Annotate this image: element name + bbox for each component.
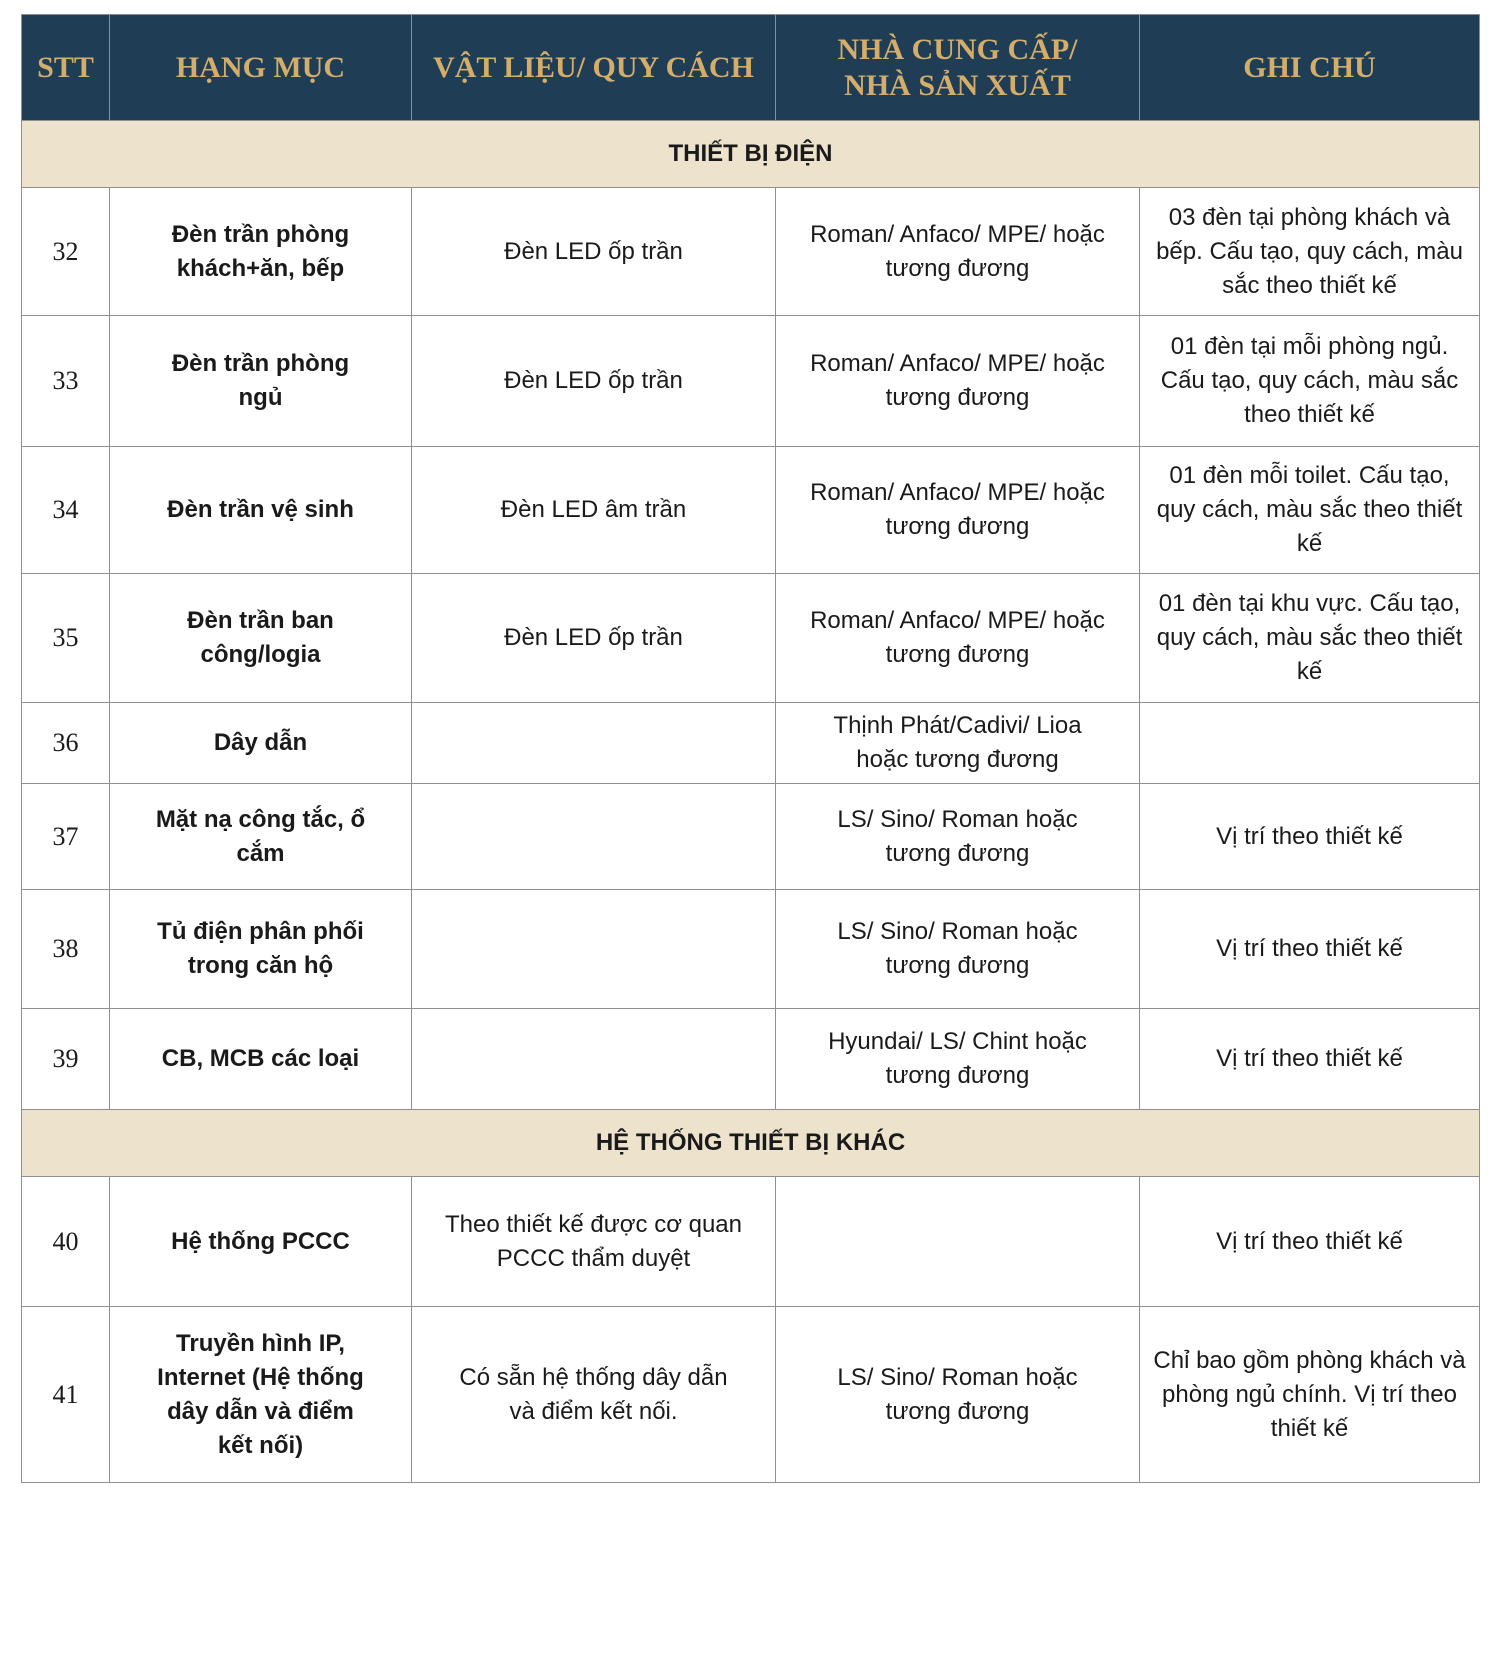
row-note: 03 đèn tại phòng khách và bếp. Cấu tạo, quy cách, màu sắc theo thiết kế — [1156, 203, 1463, 299]
row-item: Đèn trần phòng khách+ăn, bếp — [171, 220, 350, 282]
header-stt: STT — [22, 15, 110, 121]
row-note-cell — [1140, 1307, 1480, 1483]
table-row — [22, 316, 1480, 447]
table-row — [22, 188, 1480, 316]
row-stt-cell: 40 — [22, 1177, 110, 1307]
row-material-cell — [412, 1177, 776, 1307]
row-note: Vị trí theo thiết kế — [1216, 1045, 1403, 1072]
row-supplier: Roman/ Anfaco/ MPE/ hoặc tương đương — [810, 350, 1105, 411]
row-item-cell — [110, 316, 412, 447]
row-material-cell — [412, 890, 776, 1009]
row-material-cell — [412, 1009, 776, 1110]
row-note: Vị trí theo thiết kế — [1216, 935, 1403, 962]
row-supplier: Roman/ Anfaco/ MPE/ hoặc tương đương — [810, 220, 1105, 282]
row-note: Vị trí theo thiết kế — [1216, 822, 1403, 850]
row-supplier-cell — [776, 1307, 1140, 1483]
table-header-row — [22, 15, 1480, 121]
row-supplier: Roman/ Anfaco/ MPE/ hoặc tương đương — [810, 479, 1105, 540]
row-item: Mặt nạ công tắc, ổ cắm — [155, 805, 366, 867]
spec-sheet — [21, 14, 1479, 1483]
row-supplier-cell — [776, 574, 1140, 703]
row-supplier-cell — [776, 1177, 1140, 1307]
row-stt-cell: 35 — [22, 574, 110, 703]
row-note-cell — [1140, 1177, 1480, 1307]
section-row — [22, 1110, 1480, 1177]
row-item: Tủ điện phân phối trong căn hộ — [157, 918, 364, 979]
row-item: Hệ thống PCCC — [171, 1227, 350, 1255]
row-note: Vị trí theo thiết kế — [1216, 1227, 1403, 1255]
row-supplier: Thịnh Phát/Cadivi/ Lioa hoặc tương đương — [833, 712, 1082, 773]
row-note-cell — [1140, 784, 1480, 890]
section-title: THIẾT BỊ ĐIỆN — [22, 121, 1480, 188]
row-material-cell — [412, 784, 776, 890]
row-material-cell — [412, 1307, 776, 1483]
row-note-cell — [1140, 703, 1480, 784]
row-item: CB, MCB các loại — [161, 1045, 360, 1072]
section-row — [22, 121, 1480, 188]
row-note: Chỉ bao gồm phòng khách và phòng ngủ chính. Vị trí theo thiết kế — [1153, 1346, 1466, 1442]
row-item: Dây dẫn — [213, 729, 308, 756]
row-material: Đèn LED âm trần — [500, 496, 687, 523]
table-row — [22, 447, 1480, 574]
row-supplier: LS/ Sino/ Roman hoặc tương đương — [837, 918, 1078, 979]
table-body — [22, 121, 1480, 1483]
row-stt-cell: 41 — [22, 1307, 110, 1483]
row-stt-cell: 38 — [22, 890, 110, 1009]
row-material: Theo thiết kế được cơ quan PCCC thẩm duyệt — [444, 1210, 743, 1272]
header-supplier — [776, 15, 1140, 121]
row-material-cell — [412, 316, 776, 447]
row-item-cell — [110, 784, 412, 890]
row-item-cell — [110, 1177, 412, 1307]
spec-table — [21, 14, 1480, 1483]
header-note: GHI CHÚ — [1140, 15, 1480, 121]
row-item-cell — [110, 188, 412, 316]
row-material-cell — [412, 703, 776, 784]
row-note: 01 đèn tại khu vực. Cấu tạo, quy cách, màu sắc theo thiết kế — [1156, 590, 1463, 685]
row-stt-cell: 33 — [22, 316, 110, 447]
row-material: Có sẵn hệ thống dây dẫn và điểm kết nối. — [459, 1363, 728, 1425]
row-note: 01 đèn tại mỗi phòng ngủ. Cấu tạo, quy cách, màu sắc theo thiết kế — [1160, 333, 1459, 428]
table-row — [22, 1177, 1480, 1307]
row-stt-cell: 34 — [22, 447, 110, 574]
table-row — [22, 703, 1480, 784]
row-supplier: Hyundai/ LS/ Chint hoặc tương đương — [828, 1028, 1087, 1089]
row-supplier-cell — [776, 188, 1140, 316]
row-material: Đèn LED ốp trần — [504, 237, 683, 265]
table-row — [22, 784, 1480, 890]
row-supplier: LS/ Sino/ Roman hoặc tương đương — [837, 805, 1078, 867]
row-supplier-cell — [776, 316, 1140, 447]
row-supplier: LS/ Sino/ Roman hoặc tương đương — [837, 1363, 1078, 1425]
row-supplier-cell — [776, 703, 1140, 784]
row-item: Đèn trần ban công/logia — [187, 607, 334, 668]
row-supplier-cell — [776, 784, 1140, 890]
row-item-cell — [110, 1307, 412, 1483]
row-item-cell — [110, 574, 412, 703]
row-supplier-cell — [776, 1009, 1140, 1110]
row-item: Đèn trần vệ sinh — [167, 496, 354, 523]
row-item-cell — [110, 703, 412, 784]
row-note-cell — [1140, 890, 1480, 1009]
row-note-cell — [1140, 447, 1480, 574]
row-supplier-cell — [776, 447, 1140, 574]
table-row — [22, 890, 1480, 1009]
row-material-cell — [412, 188, 776, 316]
table-row — [22, 574, 1480, 703]
row-supplier: Roman/ Anfaco/ MPE/ hoặc tương đương — [810, 607, 1105, 668]
header-category: HẠNG MỤC — [110, 15, 412, 121]
row-item-cell — [110, 890, 412, 1009]
row-item-cell — [110, 447, 412, 574]
row-stt-cell: 39 — [22, 1009, 110, 1110]
row-stt-cell: 32 — [22, 188, 110, 316]
row-note-cell — [1140, 188, 1480, 316]
row-item: Đèn trần phòng ngủ — [171, 350, 350, 411]
row-item: Truyền hình IP, Internet (Hệ thống dây dẫn và điểm kết nối) — [157, 1329, 364, 1459]
row-note-cell — [1140, 1009, 1480, 1110]
row-material-cell — [412, 574, 776, 703]
row-supplier-cell — [776, 890, 1140, 1009]
row-note-cell — [1140, 316, 1480, 447]
row-item-cell — [110, 1009, 412, 1110]
row-note: 01 đèn mỗi toilet. Cấu tạo, quy cách, màu sắc theo thiết kế — [1156, 462, 1463, 557]
row-material-cell — [412, 447, 776, 574]
section-title: HỆ THỐNG THIẾT BỊ KHÁC — [22, 1110, 1480, 1177]
table-row — [22, 1307, 1480, 1483]
row-material: Đèn LED ốp trần — [504, 367, 683, 394]
table-row — [22, 1009, 1480, 1110]
header-supplier-label: NHÀ CUNG CẤP/ NHÀ SẢN XUẤT — [837, 32, 1078, 102]
row-note-cell — [1140, 574, 1480, 703]
row-stt-cell: 36 — [22, 703, 110, 784]
header-material: VẬT LIỆU/ QUY CÁCH — [412, 15, 776, 121]
row-material: Đèn LED ốp trần — [504, 624, 683, 651]
row-stt-cell: 37 — [22, 784, 110, 890]
